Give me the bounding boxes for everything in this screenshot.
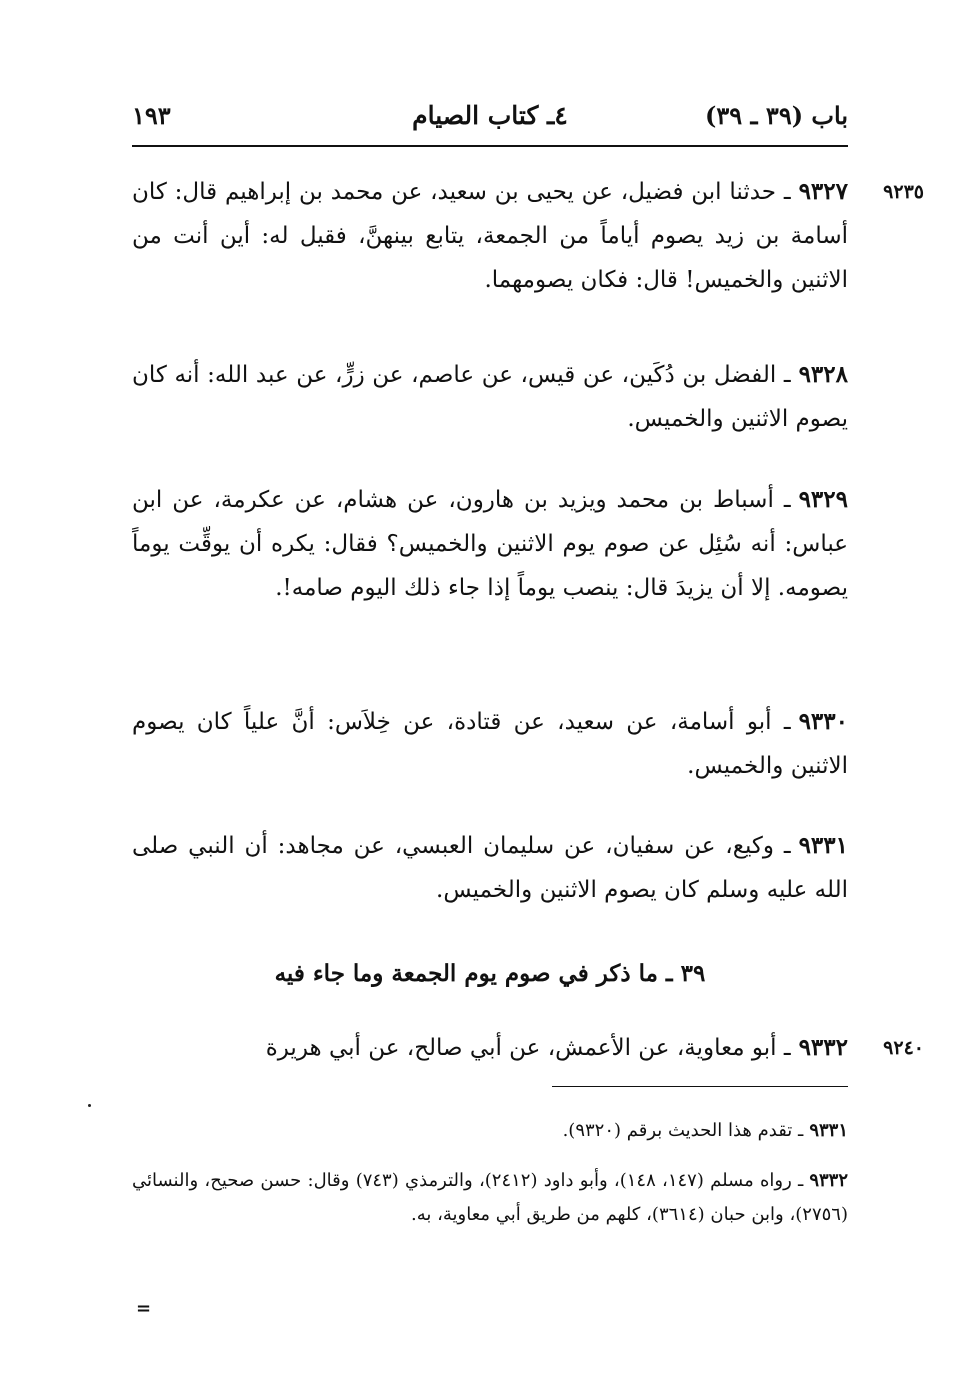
header-rule [132,145,848,147]
hadith-text: ـ وكيع، عن سفيان، عن سليمان العبسي، عن مجاهد: أن النبي صلى الله عليه وسلم كان يصوم الاثنين والخميس. [132,833,848,903]
footnote-text: ـ رواه مسلم (١٤٧، ١٤٨)، وأبو داود (٢٤١٢)، والترمذي (٧٤٣) وقال: حسن صحيح، والنسائي (٢٧٥٦)، وابن حبان (٣٦١٤)، كلهم من طريق أبي معاوية، به. [132,1170,848,1225]
footnote-number: ٩٣٣٢ [809,1170,848,1191]
book-title: ٤ـ كتاب الصيام [412,101,568,130]
footnote-number: ٩٣٣١ [809,1120,848,1141]
print-speck [88,1104,91,1107]
chapter-reference: باب (٣٩ ـ ٣٩) [705,101,848,130]
hadith-9332 [132,1026,848,1070]
hadith-text: ـ حدثنا ابن فضيل، عن يحيى بن سعيد، عن محمد بن إبراهيم قال: كان أسامة بن زيد يصوم أياماً من الجمعة، يتابع بينهنَّ، فقيل له: أين أنت من الاثنين والخميس! قال: فكان يصومهما. [132,179,848,293]
margin-reference: ٩٢٤٠ [883,1037,924,1059]
footnote-9332 [132,1164,848,1232]
footnote-text: ـ تقدم هذا الحديث برقم (٩٣٢٠). [562,1120,804,1141]
hadith-text: ـ أسباط بن محمد ويزيد بن هارون، عن هشام، عن عكرمة، عن ابن عباس: أنه سُئِل عن صوم يوم الاثنين والخميس؟ فقال: يكره أن يوقِّت يوماً يصومه. إلا أن يزيدَ قال: ينصب يوماً إذا جاء ذلك اليوم صامه!. [132,487,848,601]
hadith-number: ٩٣٢٧ [798,178,848,205]
hadith-number: ٩٣٣١ [798,832,848,859]
hadith-text: ـ الفضل بن دُكَين، عن قيس، عن عاصم، عن زرٍّ، عن عبد الله: أنه كان يصوم الاثنين والخميس. [132,362,848,432]
hadith-number: ٩٣٣٢ [798,1034,848,1061]
section-heading: ٣٩ ـ ما ذكر في صوم يوم الجمعة وما جاء فيه [274,960,706,987]
hadith-9327 [132,170,848,302]
hadith-text: ـ أبو أسامة، عن سعيد، عن قتادة، عن خِلاَس: أنَّ علياً كان يصوم الاثنين والخميس. [132,709,848,779]
running-header [132,96,848,136]
margin-reference: ٩٢٣٥ [883,181,924,203]
footnote-9331 [132,1114,848,1148]
hadith-number: ٩٣٢٨ [798,361,848,388]
hadith-9331 [132,824,848,912]
hadith-number: ٩٣٣٠ [798,708,848,735]
continuation-mark: = [136,1298,152,1319]
hadith-9328 [132,353,848,441]
page-number: ١٩٣ [132,101,171,130]
hadith-number: ٩٣٢٩ [798,486,848,513]
hadith-9330 [132,700,848,788]
hadith-text: ـ أبو معاوية، عن الأعمش، عن أبي صالح، عن أبي هريرة [265,1035,791,1061]
hadith-9329 [132,478,848,610]
footnote-rule [552,1086,848,1087]
